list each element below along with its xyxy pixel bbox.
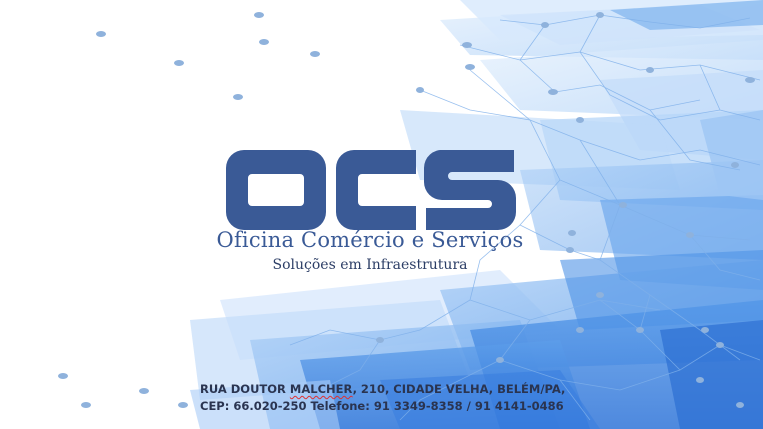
address-line [200, 381, 565, 398]
contact-block [200, 381, 565, 415]
company-name: Oficina Comércio e Serviços [216, 228, 524, 252]
logo-letter-c [336, 150, 416, 230]
address-prefix: RUA DOUTOR [200, 382, 290, 396]
company-tagline: Soluções em Infraestrutura [272, 257, 468, 273]
spellcheck-flagged-word[interactable]: MALCHER [289, 382, 353, 396]
ocs-logo [226, 150, 516, 230]
logo-letter-s [424, 150, 516, 230]
panel [560, 250, 763, 330]
logo-letter-o [226, 150, 326, 230]
address-suffix: , 210, CIDADE VELHA, BELÉM/PA, [352, 382, 566, 396]
cep-phone-line: CEP: 66.020-250 Telefone: 91 3349-8358 / 91 4141-0486 [200, 399, 564, 413]
